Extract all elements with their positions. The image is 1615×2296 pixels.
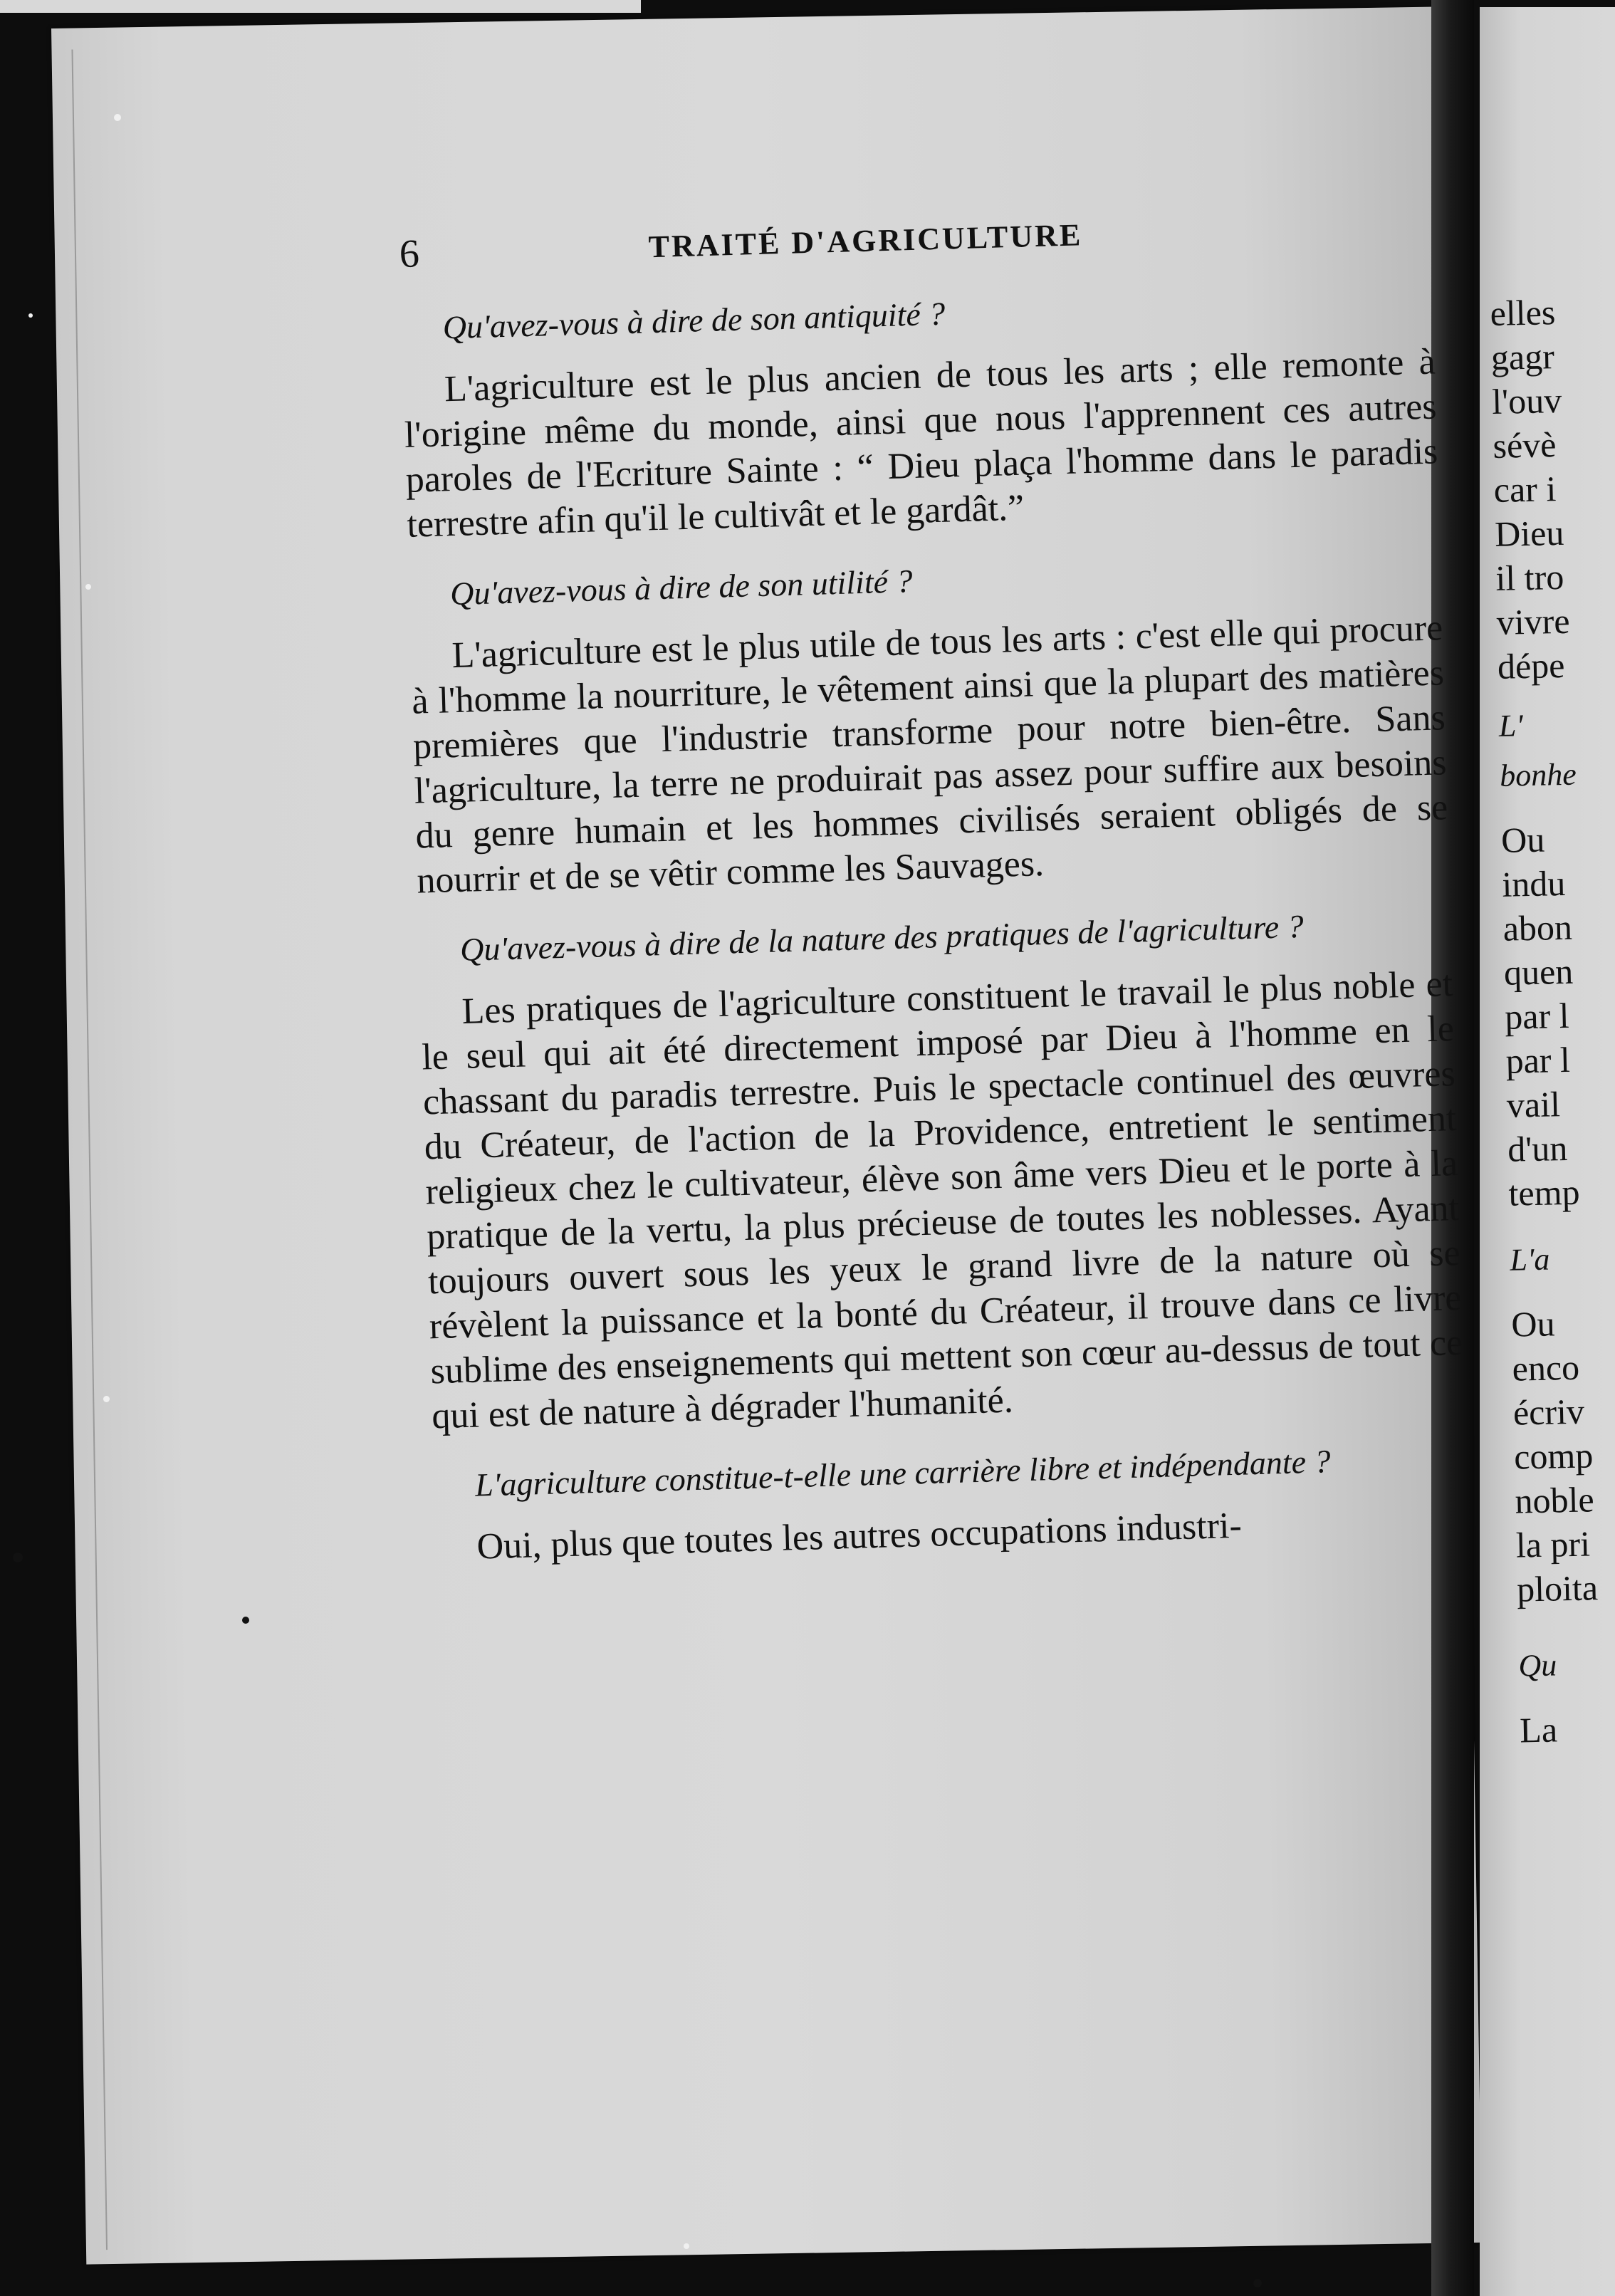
right-page-fragment: par l bbox=[1504, 995, 1570, 1037]
question-nature-of-practices: Qu'avez-vous à dire de la nature des pratiques de l'agriculture ? bbox=[459, 907, 1305, 968]
scan-speck bbox=[28, 313, 33, 318]
right-page-fragment: la pri bbox=[1515, 1523, 1591, 1565]
scan-speck bbox=[85, 584, 91, 590]
right-page-text bbox=[1490, 283, 1615, 1750]
right-page-fragment: Dieu bbox=[1494, 512, 1564, 554]
scan-speck bbox=[13, 1553, 23, 1562]
answer-utility: L'agriculture est le plus utile de tous les arts : c'est elle qui procure à l'homme la nourriture, le vêtement ainsi que la plupart des matières premières que l'industrie transforme pour notre bien-être. Sans l'agriculture, la terre ne produirait pas assez pour suffire aux besoins du genre humain et les hommes civilisés seraient obligés de se nourrir et de se vêtir comme les Sauvages. bbox=[411, 607, 1448, 902]
scan-speck bbox=[103, 1396, 110, 1402]
question-antiquity: Qu'avez-vous à dire de son antiquité ? bbox=[442, 295, 946, 346]
right-page-fragment: vivre bbox=[1496, 600, 1571, 642]
scan-speck bbox=[242, 1617, 249, 1624]
right-page-fragment: elles bbox=[1490, 292, 1556, 333]
right-page-fragment: car i bbox=[1493, 469, 1557, 510]
right-page-fragment: La bbox=[1519, 1709, 1558, 1750]
right-page-fragment: quen bbox=[1503, 951, 1574, 993]
running-head-title: TRAITÉ D'AGRICULTURE bbox=[648, 217, 1083, 265]
right-page-fragment: enco bbox=[1512, 1347, 1580, 1389]
right-page-fragment: L'a bbox=[1509, 1241, 1550, 1278]
right-page-fragment: comp bbox=[1513, 1435, 1594, 1477]
right-page-fragment: temp bbox=[1507, 1172, 1581, 1214]
right-page-fragment: il tro bbox=[1495, 556, 1564, 598]
right-page-fragment: indu bbox=[1501, 862, 1566, 904]
question-free-career: L'agriculture constitue-t-elle une carrière libre et indépendante ? bbox=[474, 1443, 1332, 1503]
answer-nature-of-practices: Les pratiques de l'agriculture constituent le travail le plus noble et le seul qui ait été directement imposé par Dieu à l'homme en le chassant du paradis terrestre. Puis le spectacle continuel des œuvres du Créateur, de l'action de la Providence, entretient le sentiment religieux chez le cultivateur, élève son âme vers Dieu et le porte à la pratique de la vertu, la plus précieuse de toutes les noblesses. Ayant toujours ouvert sous les yeux le grand livre de la nature où se révèlent la puissance et la bonté du Créateur, il trouve dans ce livre sublime des enseignements qui mettent son cœur au-dessus de tout ce qui est de nature à dégrader l'humanité. bbox=[421, 964, 1463, 1437]
right-page bbox=[1480, 7, 1615, 2296]
scan-speck bbox=[684, 2243, 689, 2249]
scan-speck bbox=[1253, 2279, 1262, 2287]
right-page-fragment: bonhe bbox=[1499, 756, 1577, 793]
right-page-fragment: abon bbox=[1502, 907, 1573, 949]
answer-free-career: Oui, plus que toutes les autres occupations industri- bbox=[476, 1505, 1243, 1567]
answer-antiquity: L'agriculture est le plus ancien de tous les arts ; elle remonte à l'origine même du monde, ainsi que nous l'apprennent ces autres paroles de l'Ecriture Sainte : “ Dieu plaça l'homme dans le paradis terrestre afin qu'il le cultivât et le gardât.” bbox=[404, 341, 1438, 546]
right-page-fragment: dépe bbox=[1497, 645, 1565, 687]
scanner-edge-strip bbox=[0, 0, 641, 13]
scan-speck bbox=[114, 114, 121, 121]
question-utility: Qu'avez-vous à dire de son utilité ? bbox=[449, 563, 914, 612]
left-page-text-block bbox=[399, 203, 1468, 1571]
right-page-fragment: noble bbox=[1514, 1479, 1595, 1521]
right-page-fragment: écriv bbox=[1512, 1391, 1585, 1433]
right-page-fragment: vail bbox=[1506, 1084, 1561, 1125]
right-page-fragment: Qu bbox=[1517, 1647, 1557, 1684]
page-number: 6 bbox=[399, 231, 423, 276]
right-page-fragment: sévè bbox=[1492, 424, 1557, 466]
right-page-fragment: Ou bbox=[1500, 819, 1545, 860]
right-page-fragment: d'un bbox=[1507, 1127, 1568, 1169]
right-page-fragment: ploita bbox=[1516, 1567, 1599, 1609]
right-page-fragment: Ou bbox=[1510, 1303, 1556, 1345]
right-page-fragment: par l bbox=[1505, 1039, 1571, 1081]
right-page-fragment: gagr bbox=[1490, 336, 1555, 377]
right-page-fragment: L' bbox=[1498, 708, 1524, 743]
right-page-fragment: l'ouv bbox=[1491, 380, 1562, 422]
